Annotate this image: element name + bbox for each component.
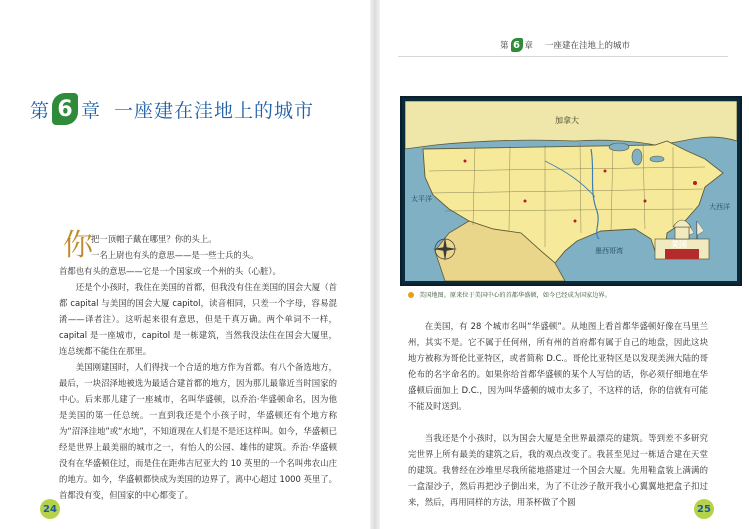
page-number-right: 25 xyxy=(694,499,714,519)
paragraph-3: 美国刚建国时，人们得找一个合适的地方作为首都。有八个备选地方，最后，一块沼泽地被选为最适合建首都的地方，因为那儿最靠近当时国家的中心。后来那儿建了一座城市，名叫华盛顿，以乔治·华盛顿命名，因为他是美国的第一任总统。一直到我还是个小孩子时，华盛顿还有个地方称为“沼泽洼地”或“水地”，不知道现在人们是不是还这样叫。如今，华盛顿已经是世界上最美丽的城市之一，有怡人的公园、雄伟的建筑。乔治·华盛顿没有在华盛顿住过，而是住在距弗吉尼亚大约 10 英里的一个名叫弗农山庄的地方。如今，华盛顿都快成为美国的边界了，离中心超过 1000 英里了。首都没有变，但国家的中心都变了。 xyxy=(59,362,337,500)
map-label-country: 美国 xyxy=(671,240,687,249)
map-caption xyxy=(408,290,611,299)
chapter-suffix: 章 xyxy=(81,99,101,122)
chapter-name: 一座建在洼地上的城市 xyxy=(114,99,315,122)
poem-line-1: 把一顶帽子戴在哪里？你的头上。 xyxy=(91,234,217,244)
right-page xyxy=(378,0,749,529)
poem-line-2: 一名上尉也有头的意思——是一些士兵的头。 xyxy=(91,250,259,260)
caption-bullet-icon xyxy=(408,292,414,298)
chapter-title xyxy=(30,92,314,126)
left-page xyxy=(0,0,372,529)
map-label-south: 墨西哥湾 xyxy=(595,247,623,255)
map-label-west-ocean: 太平洋 xyxy=(411,195,432,203)
usa-map-illustration xyxy=(405,101,737,281)
running-head-suffix: 章 xyxy=(524,41,534,51)
paragraph-1: 首都也有头的意思——它是一个国家或一个州的头（心脏）。 xyxy=(59,266,281,276)
running-head-number-badge: 6 xyxy=(511,38,523,52)
running-head-prefix: 第 xyxy=(500,41,509,51)
paragraph-5: 当我还是个小孩时，以为国会大厦是全世界最漂亮的建筑。等到差不多研究完世界上所有最美的建筑之后，我的观点改变了。我甚至见过一栋适合建在天堂的建筑。我曾经在沙堆里尽我所能地搭建过一个国会大厦。先用鞋盒装上满满的一盒湿沙子，然后再把沙子倒出来，为了不让沙子散开我小心翼翼地把盒子扣过来，然后，再用同样的方法，用茶杯做了个圆 xyxy=(408,433,708,507)
running-head xyxy=(500,38,630,52)
page-number-left: 24 xyxy=(40,499,60,519)
usa-map xyxy=(400,96,742,286)
running-head-title: 一座建在洼地上的城市 xyxy=(545,41,631,51)
map-label-east-ocean: 大西洋 xyxy=(709,203,730,211)
drop-cap: 你 xyxy=(63,228,93,263)
chapter-number-badge: 6 xyxy=(52,93,78,125)
chapter-prefix: 第 xyxy=(30,99,50,122)
map-caption-text: 美国地图。原来位于美国中心的首都华盛顿，如今已经成为国家边界。 xyxy=(419,292,611,299)
running-head-rule xyxy=(398,56,728,57)
paragraph-2: 还是个小孩时，我住在美国的首都，但我没有住在美国的国会大厦（首都 capital 与美国的国会大厦 capitol，读音相同，只差一个字母，容易混淆——译者注）。这听起来很有意思，但是千真万确。两个单词不一样，capital 是一座城市，capitol 是一栋建筑，当然我没法住在国会大厦里，连总统都不能住在那里。 xyxy=(59,282,337,356)
map-label-north: 加拿大 xyxy=(555,116,579,125)
paragraph-4: 在美国，有 28 个城市名叫“华盛顿”。从地图上看首都华盛顿好像在马里兰州，其实不是。它不属于任何州，所有州的首府都有属于自己的地盘，因此这块地方被称为哥伦比亚特区，或者简称 D.C.。哥伦比亚特区是以发现美洲大陆的哥伦布的名字命名的。如果你给首都华盛顿的某个人写信的话，你必须仔细地在华盛顿后面加上 D.C.，因为叫华盛顿的城市太多了，不这样的话，你的信就有可能不能及时送到。 xyxy=(408,321,708,411)
